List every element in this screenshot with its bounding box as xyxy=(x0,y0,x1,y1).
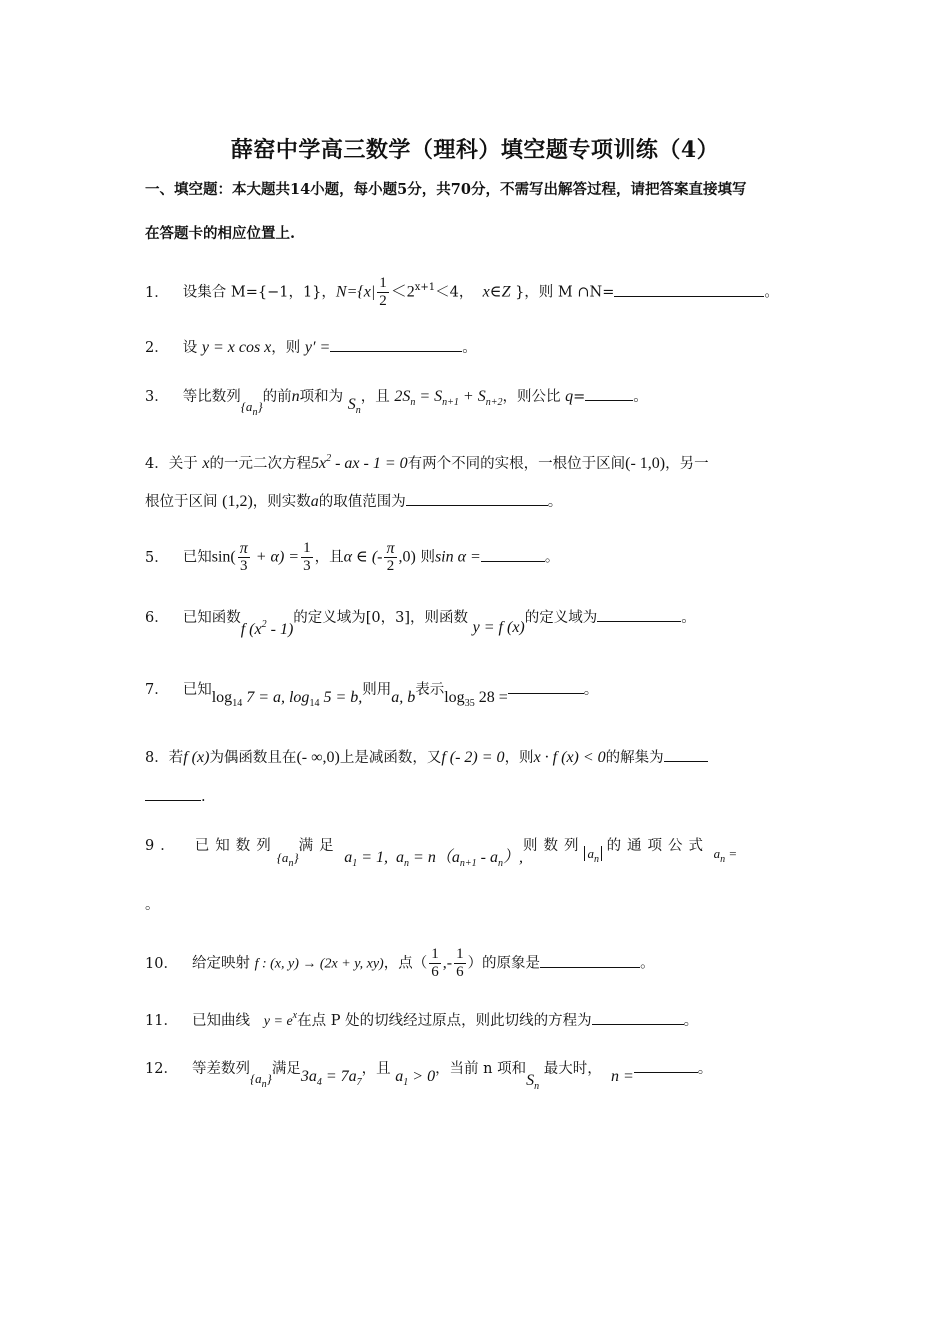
text-segment: ，则公比 xyxy=(502,389,561,405)
text-segment: ）, xyxy=(502,849,523,866)
text-segment: 表示 xyxy=(415,682,445,698)
math-expression xyxy=(276,850,299,869)
text-segment: 上是减函数，又 xyxy=(339,750,442,766)
page-title: 薛窑中学高三数学（理科）填空题专项训练（4） xyxy=(230,137,720,163)
text-segment: 满足 xyxy=(298,838,340,854)
text-segment: 项和为 xyxy=(299,389,344,405)
text-segment: } xyxy=(266,1071,272,1086)
text-segment: q xyxy=(565,388,574,405)
text-segment: 则用 xyxy=(362,682,392,698)
text-segment: a, b xyxy=(391,689,416,706)
text-segment: f (x xyxy=(240,621,262,638)
text-segment: n xyxy=(252,407,258,418)
math-expression xyxy=(429,946,441,981)
math-expression xyxy=(344,849,523,869)
text-segment: a xyxy=(587,846,594,861)
text-segment: y = f (x) xyxy=(472,619,525,636)
question-12 xyxy=(145,1057,810,1092)
text-segment: 有两个不同的实根，一根位于区间 xyxy=(407,456,626,472)
text-segment: 12． xyxy=(145,1061,178,1077)
text-segment: 。 xyxy=(462,340,477,356)
text-segment: n xyxy=(497,858,503,869)
text-segment: a xyxy=(310,493,319,510)
text-segment: - 1) xyxy=(266,621,294,638)
question-1 xyxy=(145,275,810,310)
answer-blank[interactable] xyxy=(481,547,545,562)
math-expression xyxy=(584,846,602,865)
answer-blank-continued[interactable] xyxy=(145,786,201,801)
text-segment: f (- 2) = 0 xyxy=(441,749,505,766)
text-segment: {a xyxy=(240,399,253,414)
text-segment: a xyxy=(395,1068,404,1085)
text-segment: 3． xyxy=(145,389,169,405)
answer-blank[interactable] xyxy=(614,282,764,297)
text-segment: 1 xyxy=(352,858,358,869)
text-segment: 。 xyxy=(697,1061,713,1077)
text-segment: 。 xyxy=(544,549,560,566)
text-segment: 的定义域为 xyxy=(524,610,598,626)
text-segment: n xyxy=(355,405,361,416)
question-7 xyxy=(145,678,810,709)
text-segment: 2 xyxy=(261,619,267,630)
text-segment: 已知 xyxy=(182,682,212,698)
math-expression xyxy=(263,1010,298,1029)
fraction xyxy=(377,275,389,310)
text-segment: . xyxy=(201,789,206,805)
math-expression xyxy=(395,1068,436,1088)
text-segment: 等差数列 xyxy=(191,1061,250,1077)
math-expression xyxy=(384,540,396,575)
text-segment: 设 xyxy=(182,340,198,356)
text-segment: 35 xyxy=(464,698,475,709)
text-segment: } xyxy=(257,399,263,414)
question-9 xyxy=(145,832,810,869)
text-segment: (1,2) xyxy=(222,493,253,510)
text-segment: 的取值范围为 xyxy=(318,494,406,510)
math-expression xyxy=(240,399,263,418)
text-segment: n+2 xyxy=(485,397,503,408)
text-segment: 8．若 xyxy=(145,750,184,766)
text-segment: f : (x, y) → (2x + y, xy) xyxy=(254,956,384,972)
text-segment: 14 xyxy=(232,698,243,709)
text-segment: 已知数列 xyxy=(194,838,277,854)
text-segment: 14 xyxy=(309,698,320,709)
text-segment: - ax - 1 = 0 xyxy=(331,455,408,472)
text-segment: 1 xyxy=(456,946,464,962)
text-segment: 10． xyxy=(145,955,178,972)
text-segment: 2 xyxy=(386,558,395,574)
math-expression xyxy=(249,1071,272,1090)
text-segment: = S xyxy=(415,388,443,405)
math-expression xyxy=(238,540,250,575)
text-segment: = xyxy=(573,389,586,405)
text-segment: 7 = a, log xyxy=(242,689,310,706)
question-3 xyxy=(145,385,810,418)
text-segment: a xyxy=(713,846,721,861)
text-segment: 1 xyxy=(403,1077,409,1088)
text-segment: 的一元二次方程 xyxy=(209,456,311,472)
text-segment: 。 xyxy=(547,494,563,510)
text-segment: π xyxy=(239,540,248,557)
text-segment: (- 1,0) xyxy=(625,455,666,472)
text-segment: 。 xyxy=(640,955,655,972)
text-segment: 3 xyxy=(239,558,248,574)
text-segment: }，则 M ∩N= xyxy=(515,284,615,301)
text-segment: ）的原象是 xyxy=(467,955,541,972)
text-segment: 的解集为 xyxy=(605,750,664,766)
text-segment: 。 xyxy=(145,897,160,913)
text-segment: 。 xyxy=(764,284,779,301)
text-segment: 3a xyxy=(300,1068,317,1085)
text-segment: 的通项公式 xyxy=(606,838,710,854)
text-segment: log xyxy=(211,689,233,706)
text-segment: n xyxy=(404,858,410,869)
text-segment: n xyxy=(410,397,416,408)
text-segment: - a xyxy=(476,849,498,866)
text-segment: π xyxy=(386,540,395,557)
math-expression xyxy=(526,1072,540,1092)
text-segment: (- ∞,0) xyxy=(296,749,340,766)
question-8-line1 xyxy=(145,746,810,767)
text-segment: 1． xyxy=(145,284,169,301)
text-segment: a xyxy=(396,849,405,866)
text-segment: 11． xyxy=(145,1013,178,1029)
answer-blank[interactable] xyxy=(634,1058,698,1073)
text-segment: 1 xyxy=(303,540,311,556)
text-segment: 7 xyxy=(356,1077,362,1088)
text-segment: y = x cos x xyxy=(201,339,272,356)
text-segment: x xyxy=(292,1010,298,1021)
text-segment: 根位于区间 xyxy=(145,494,218,510)
math-expression xyxy=(211,689,363,709)
text-segment: n xyxy=(288,858,294,869)
answer-blank[interactable] xyxy=(664,747,708,762)
text-segment: 3 xyxy=(303,558,311,574)
text-segment: > 0 xyxy=(408,1068,436,1085)
text-segment: 已知曲线 xyxy=(191,1013,250,1029)
question-5 xyxy=(145,540,810,575)
text-segment: ＜2 xyxy=(390,283,415,301)
text-segment: a xyxy=(344,849,353,866)
section-instructions-line1: 一、填空题：本大题共14小题，每小题5分，共70分，不需写出解答过程，请把答案直接填写 xyxy=(145,181,747,198)
text-segment: 则 xyxy=(420,549,435,566)
text-segment: ，且 xyxy=(314,549,344,566)
text-segment: 1 xyxy=(431,946,439,962)
answer-blank[interactable] xyxy=(597,607,681,622)
math-expression xyxy=(713,846,738,865)
text-segment: ,- xyxy=(442,954,453,972)
text-segment: = 7a xyxy=(321,1068,357,1085)
text-segment: 的定义域为[0，3]，则函数 xyxy=(293,610,469,626)
text-segment: 2 xyxy=(326,453,332,464)
text-segment: sin α = xyxy=(434,548,481,566)
text-segment: f (x) xyxy=(183,749,210,766)
answer-blank[interactable] xyxy=(592,1010,684,1025)
math-expression xyxy=(311,455,408,472)
text-segment: {a xyxy=(276,850,289,865)
text-segment: 7． xyxy=(145,682,169,698)
text-segment: 5 = b, xyxy=(319,689,363,706)
text-segment: 为偶函数且在 xyxy=(209,750,297,766)
text-segment: n+1 xyxy=(459,858,477,869)
text-segment: 。 xyxy=(681,610,696,626)
text-segment: 28 = xyxy=(474,689,508,706)
question-9-line2 xyxy=(145,893,810,914)
text-segment: 6 xyxy=(456,964,464,980)
answer-blank[interactable] xyxy=(585,386,633,401)
text-segment: 已知函数 xyxy=(182,610,241,626)
text-segment: 2 xyxy=(379,293,387,309)
text-segment: } xyxy=(293,850,299,865)
text-segment: 6 xyxy=(431,964,439,980)
text-segment: 2． xyxy=(145,340,169,356)
text-segment: y = e xyxy=(263,1014,293,1029)
text-segment: 9． xyxy=(145,838,181,854)
text-segment: 的前 xyxy=(262,389,292,405)
text-segment: = 1, xyxy=(357,849,389,866)
text-segment: S xyxy=(526,1072,535,1089)
answer-blank[interactable] xyxy=(406,491,548,506)
answer-blank[interactable] xyxy=(508,679,584,694)
text-segment: x+1 xyxy=(414,281,436,293)
text-segment: y′ = xyxy=(304,339,331,356)
text-segment: ，且 xyxy=(360,389,390,405)
text-segment: x · f (x) < 0 xyxy=(533,749,606,766)
math-expression xyxy=(347,396,361,416)
text-segment: = n（a xyxy=(409,849,460,866)
math-expression xyxy=(454,946,466,981)
text-segment: + α) = xyxy=(251,548,300,566)
text-segment: x∈Z xyxy=(482,283,511,301)
text-segment: 2S xyxy=(394,388,411,405)
text-segment: n+1 xyxy=(442,397,459,408)
text-segment: ，当前 n 项和 xyxy=(435,1061,527,1077)
question-2 xyxy=(145,336,810,357)
text-segment: 5． xyxy=(145,549,169,566)
section-instructions-line2: 在答题卡的相应位置上. xyxy=(145,225,296,242)
text-segment: ＜4， xyxy=(435,284,474,301)
question-4-line1 xyxy=(145,452,810,473)
math-expression xyxy=(301,540,313,575)
text-segment: = xyxy=(725,846,738,861)
math-expression xyxy=(394,388,503,408)
question-10 xyxy=(145,946,810,981)
text-segment: n xyxy=(291,388,300,405)
text-segment: 5x xyxy=(310,455,327,472)
question-6 xyxy=(145,606,810,638)
text-segment: 满足 xyxy=(271,1061,301,1077)
text-segment: 4．关于 xyxy=(145,456,198,472)
text-segment: ,0) xyxy=(398,548,416,566)
text-segment: 最大时， xyxy=(543,1061,602,1077)
text-segment: N={x| xyxy=(335,283,376,301)
text-segment: 4 xyxy=(316,1077,322,1088)
text-segment: n xyxy=(593,854,599,865)
text-segment: α ∈ (- xyxy=(343,548,383,566)
text-segment: n xyxy=(261,1079,267,1090)
text-segment: 等比数列 xyxy=(182,389,241,405)
text-segment: 已知 xyxy=(182,549,212,566)
text-segment: S xyxy=(347,396,356,413)
text-segment: ，且 xyxy=(361,1061,391,1077)
text-segment: log xyxy=(444,689,465,706)
text-segment: n xyxy=(534,1081,540,1092)
text-segment: 6． xyxy=(145,610,169,626)
question-11 xyxy=(145,1009,810,1030)
answer-blank[interactable] xyxy=(330,337,462,352)
text-segment: 。 xyxy=(633,389,648,405)
text-segment: ，则 xyxy=(504,750,534,766)
question-4-line2 xyxy=(145,490,810,511)
answer-blank[interactable] xyxy=(540,953,640,968)
math-expression xyxy=(444,689,508,709)
text-segment: sin( xyxy=(211,548,236,566)
question-8-line2 xyxy=(145,786,810,805)
text-segment: n xyxy=(720,854,726,865)
text-segment: 在点 P 处的切线经过原点，则此切线的方程为 xyxy=(297,1013,592,1029)
text-segment: 设集合 M={−1，1}， xyxy=(182,284,336,301)
text-segment: x xyxy=(202,455,210,472)
text-segment: ，点（ xyxy=(383,955,428,972)
text-segment: ，则实数 xyxy=(252,494,311,510)
text-segment: ，则 xyxy=(271,340,301,356)
text-segment: {a xyxy=(249,1071,262,1086)
text-segment: ，另一 xyxy=(665,456,709,472)
text-segment: 则数列 xyxy=(522,838,585,854)
math-expression xyxy=(241,621,294,638)
math-expression xyxy=(300,1068,362,1088)
text-segment: 给定映射 xyxy=(191,955,250,972)
text-segment: 1 xyxy=(379,275,387,291)
text-segment: + S xyxy=(458,388,486,405)
text-segment: 。 xyxy=(683,1013,699,1029)
text-segment: n = xyxy=(610,1068,634,1085)
text-segment: 。 xyxy=(583,682,599,698)
